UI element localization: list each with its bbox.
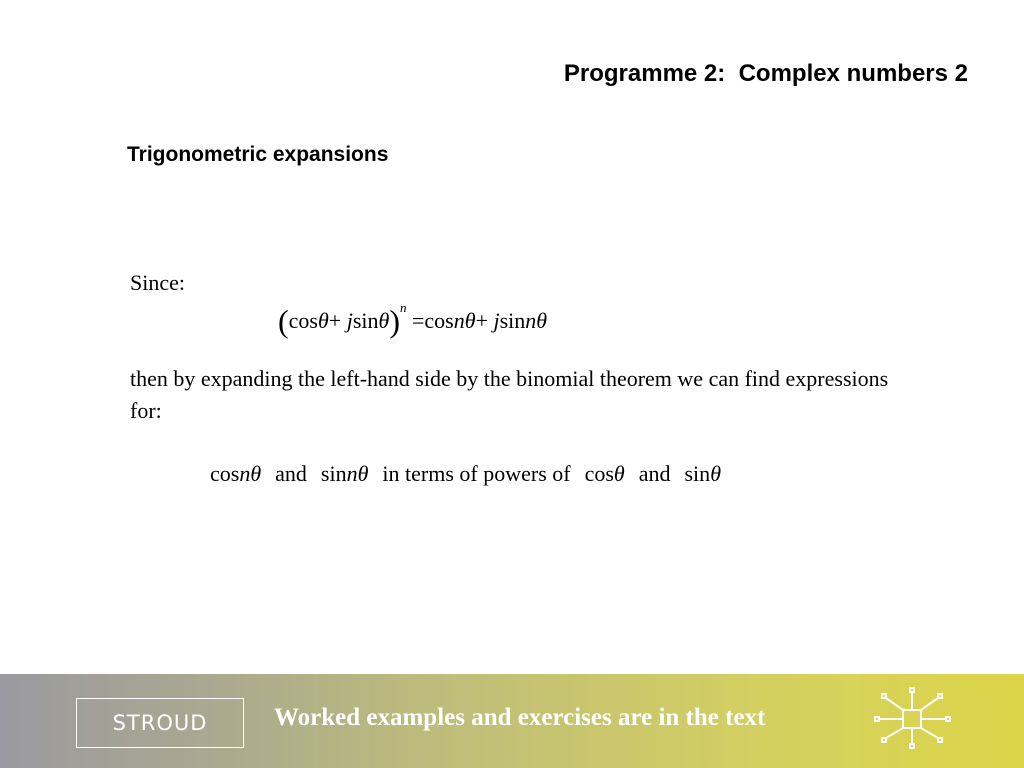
- term-and: and: [275, 461, 307, 486]
- section-subtitle: Trigonometric expansions: [127, 143, 389, 166]
- de-moivre-formula: [278, 300, 547, 340]
- formula-lhs-theta: θ: [317, 308, 329, 333]
- term-sin: sin: [684, 461, 711, 486]
- formula-close-paren: ): [389, 303, 400, 339]
- footer-tagline: Worked examples and exercises are in the text: [274, 704, 766, 731]
- since-label: Since:: [130, 270, 185, 295]
- formula-lhs-theta: θ: [378, 308, 390, 333]
- formula-rhs-ntheta: nθ: [525, 308, 548, 333]
- network-node-icon: [872, 686, 952, 766]
- term-ntheta: nθ: [239, 461, 262, 486]
- formula-plus: +: [475, 308, 494, 333]
- brand-box: [76, 698, 244, 748]
- term-theta: θ: [710, 461, 721, 486]
- term-theta: θ: [613, 461, 625, 486]
- formula-j: j: [346, 308, 353, 333]
- term-middle-text: in terms of powers of: [382, 461, 571, 486]
- formula-exponent: n: [400, 300, 407, 315]
- term-ntheta: nθ: [346, 461, 369, 486]
- formula-open-paren: (: [278, 303, 289, 339]
- brand-label: STROUD: [112, 711, 208, 735]
- terms-line: [210, 461, 721, 487]
- term-cos: cos: [584, 461, 614, 486]
- formula-lhs-cos: cos: [288, 308, 318, 333]
- term-cos: cos: [210, 461, 240, 486]
- formula-j: j: [493, 308, 500, 333]
- formula-rhs-ntheta: nθ: [453, 308, 476, 333]
- formula-equals: =: [412, 308, 425, 333]
- term-sin: sin: [320, 461, 347, 486]
- formula-plus: +: [328, 308, 347, 333]
- explanation-paragraph: then by expanding the left-hand side by the binomial theorem we can find expressions for:: [130, 366, 889, 423]
- page-title: Programme 2: Complex numbers 2: [563, 60, 968, 87]
- formula-rhs-cos: cos: [424, 308, 454, 333]
- formula-rhs-sin: sin: [499, 308, 526, 333]
- footer-bar: [0, 674, 1024, 768]
- term-and: and: [638, 461, 671, 486]
- formula-lhs-sin: sin: [352, 308, 379, 333]
